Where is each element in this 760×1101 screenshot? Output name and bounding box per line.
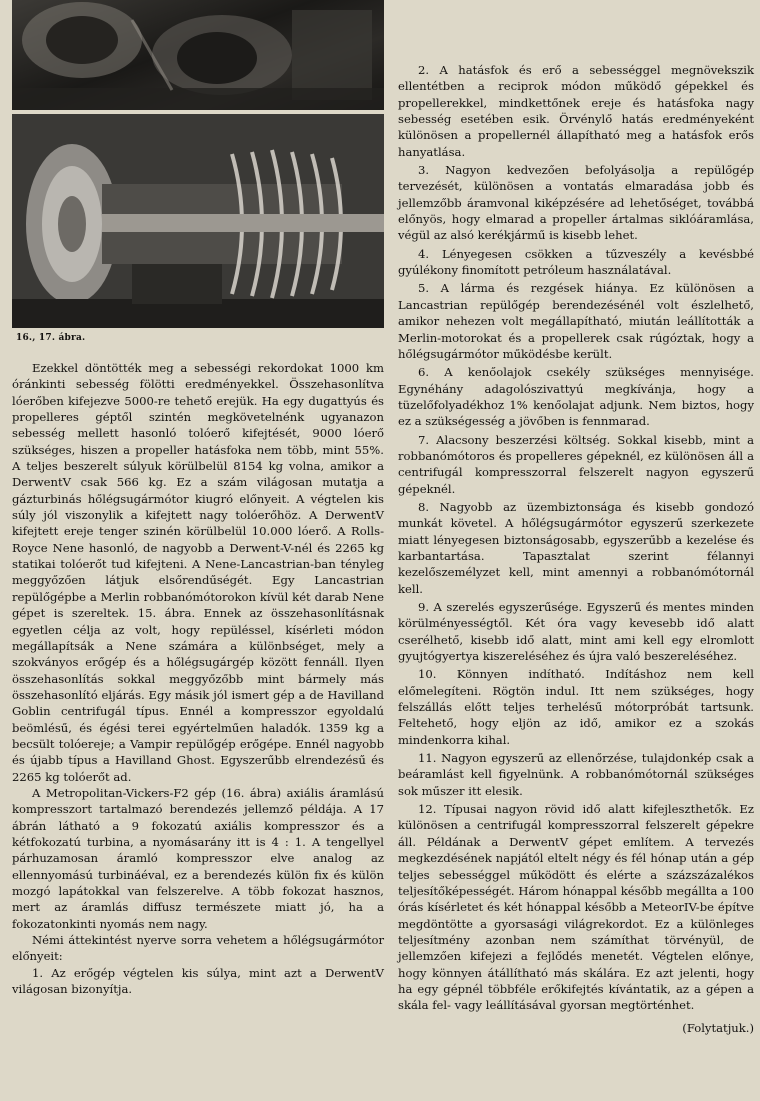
paragraph: 2. A hatásfok és erő a sebességgel megnövekszik ellentétben a reciprok módon működő gépekkel és propellerekkel, mindkettőnek ereje és hatásfoka nagy sebesség esetében esik. Örvénylő hatás eredményeként különösen a propellernél állapítható meg a hatásfok erős hanyatlása.	[398, 63, 754, 159]
paragraph: 8. Nagyobb az üzembiztonsága és kisebb gondozó munkát követel. A hőlégsugármótor egyszerű szerkezete miatt lényegesen biztonságosabb, egyszerűbb a kezelése és karbantartása. Tapasztalat szerint félannyi kezelőszemélyzet kell, mint amennyi a robbanómótornál kell.	[398, 499, 754, 596]
paragraph: Némi áttekintést nyerve sorra vehetem a hőlégsugármótor előnyeit:	[12, 933, 384, 964]
right-column	[398, 62, 754, 1036]
paragraph: 10. Könnyen indítható. Indításhoz nem kell előmelegíteni. Rögtön indul. Itt nem szükséges, hogy felszállás előtt teljes terhelésű mótorpróbát tartsunk. Feltehető, hogy eljön az idő, amikor ez a szokás mindenkorra kihal.	[398, 667, 754, 747]
paragraph: 9. A szerelés egyszerűsége. Egyszerű és mentes minden körülményességtől. Két óra vagy kevesebb idő alatt cserélhető, kisebb idő alatt, mint ami kell egy elromlott gyujtógyertya kiszereléséhez és újra való beszereléséhez.	[398, 600, 754, 664]
paragraph: 11. Nagyon egyszerű az ellenőrzése, tulajdonkép csak a beáramlást kell figyelnünk. A robbanómótornál szükséges sok műszer itt elesik.	[398, 751, 754, 798]
compressor-rotor-photo-figure-17	[12, 114, 384, 328]
paragraph: 7. Alacsony beszerzési költség. Sokkal kisebb, mint a robbanómótoros és propelleres gépeknél, ez különösen áll a centrifugál kompresszorral felszerelt nagyon egyszerű gépeknél.	[398, 432, 754, 496]
paragraph: 1. Az erőgép végtelen kis súlya, mint azt a DerwentV világosan bizonyítja.	[12, 965, 384, 997]
paragraph: 4. Lényegesen csökken a tűzveszély a kevésbbé gyúlékony finomított petróleum használatával.	[398, 246, 754, 278]
paragraph: 12. Típusai nagyon rövid idő alatt kifejleszthetők. Ez különösen a centrifugál kompresszorral felszerelt gépekre áll. Példának a DerwentV gépet említem. A tervezés megkezdésének napjától eltelt négy és fél hónap után a gép teljes sebességgel működött és elérte a százszázalékos teljesítőképességét. Három hónappal később megállta a 100 órás kísérletet és két hónappal később a MeteorIV-be építve megdöntötte a gyorsasági világrekordot. Ez a különleges teljesítmény azonban nem számíthat törvényül, de jellemzően kifejezi a fejlődés menetét. Végtelen előnye, hogy könnyen átállítható más skálára. Ez azt jelenti, hogy ha egy gépnél többféle erőkifejtés kívántatik, az a gépen a skála fel- vagy leállításával gyorsan megtörténhet.	[398, 802, 754, 1013]
continued-note: (Folytatjuk.)	[682, 1020, 754, 1035]
paragraph: 5. A lárma és rezgések hiánya. Ez különösen a Lancastrian repülőgép berendezésénél volt észlelhető, amikor nehezen volt megállapítható, miután leállították a Merlin-motorokat és a propellerek csak rúgóztak, hogy a hőlégsugármótor működésbe került.	[398, 281, 754, 361]
engine-photo-figure-16	[12, 0, 384, 110]
left-text-block	[12, 360, 384, 997]
figure-caption: 16., 17. ábra.	[16, 333, 86, 343]
paragraph: Ezekkel döntötték meg a sebességi rekordokat 1000 km óránkinti sebesség fölötti eredményekkel. Összehasonlítva lóerőben kifejezve 5000-re tehető erejük. Ha egy dugattyús és propelleres géptől szintén megkövetelnénk ugyanazon sebesség mellett hasonló tolóerő kifejtését, 9000 lóerő szükséges, hiszen a propeller hatásfoka nem több, mint 55%. A teljes beszerelt súlyuk körülbelül 8154 kg volna, amikor a DerwentV csak 566 kg. Ez a szám világosan mutatja a gázturbinás hőlégsugármótor kiugró előnyeit. A végtelen kis súly jól viszonylik a kifejtett nagy tolóerőhöz. A DerwentV kifejtett ereje tenger szinén körülbelül 10.000 lóerő. A Rolls-Royce Nene hasonló, de nagyobb a Derwent-V-nél és 2265 kg statikai tolóerőt tud kifejteni. A Nene-Lancastrian-ban tényleg meggyőzően látjuk elsőrendűségét. Egy Lancastrian repülőgépbe a Merlin robbanómótorokon kívül két darab Nene gépet is szereltek. 15. ábra. Ennek az összehasonlításnak egyetlen célja az volt, hogy repüléssel, kísérleti módon megállapítsák a Nene számára a különbséget, mely a szokványos erőgép és a hőlégsugárgép között fennáll. Ilyen összehasonlítás sokkal meggyőzőbb mint bármely más összehasonlító eljárás. Egy másik jól ismert gép a de Havilland Goblin centrifugál típus. Ennél a kompresszor egyoldalú beömlésű, és égési terei egyértelműen haladók. 1359 kg a becsült tolóereje; a Vampir repülőgép erőgépe. Ennél nagyobb és újabb típus a Havilland Ghost. Egyszerűbb elrendezésű és 2265 kg tolóerőt ad.	[12, 361, 384, 784]
paragraph: 6. A kenőolajok csekély szükséges mennyisége. Egynéhány adagolószivattyú megkívánja, hogy a tüzelőfolyadékhoz 1% kenőolajat adjunk. Nem biztos, hogy ez a szükségesség a jövőben is fennmarad.	[398, 365, 754, 429]
paragraph: 3. Nagyon kedvezően befolyásolja a repülőgép tervezését, különösen a vontatás elmaradása jobb és jellemzőbb áramvonal kiképzésére ad lehetőséget, továbbá előnyös, hogy elmarad a propeller ártalmas siklóáramlása, végül az alsó kerékjármű is kisebb lehet.	[398, 163, 754, 243]
paragraph: A Metropolitan-Vickers-F2 gép (16. ábra) axiális áramlású kompresszort tartalmazó berendezés jellemző példája. A 17 ábrán látható a 9 fokozatú axiális kompresszor és a kétfokozatú turbina, a nyomásarány itt is 4 : 1. A tengellyel párhuzamosan áramló kompresszor elve analog az ellennyomású turbináéval, ez a berendezés külön fix és külön mozgó lapátokkal van felszerelve. A több fokozat hasznos, mert az áramlás diffusz természete miatt jó, ha a fokozatonkinti nyomás nem nagy.	[12, 785, 384, 931]
